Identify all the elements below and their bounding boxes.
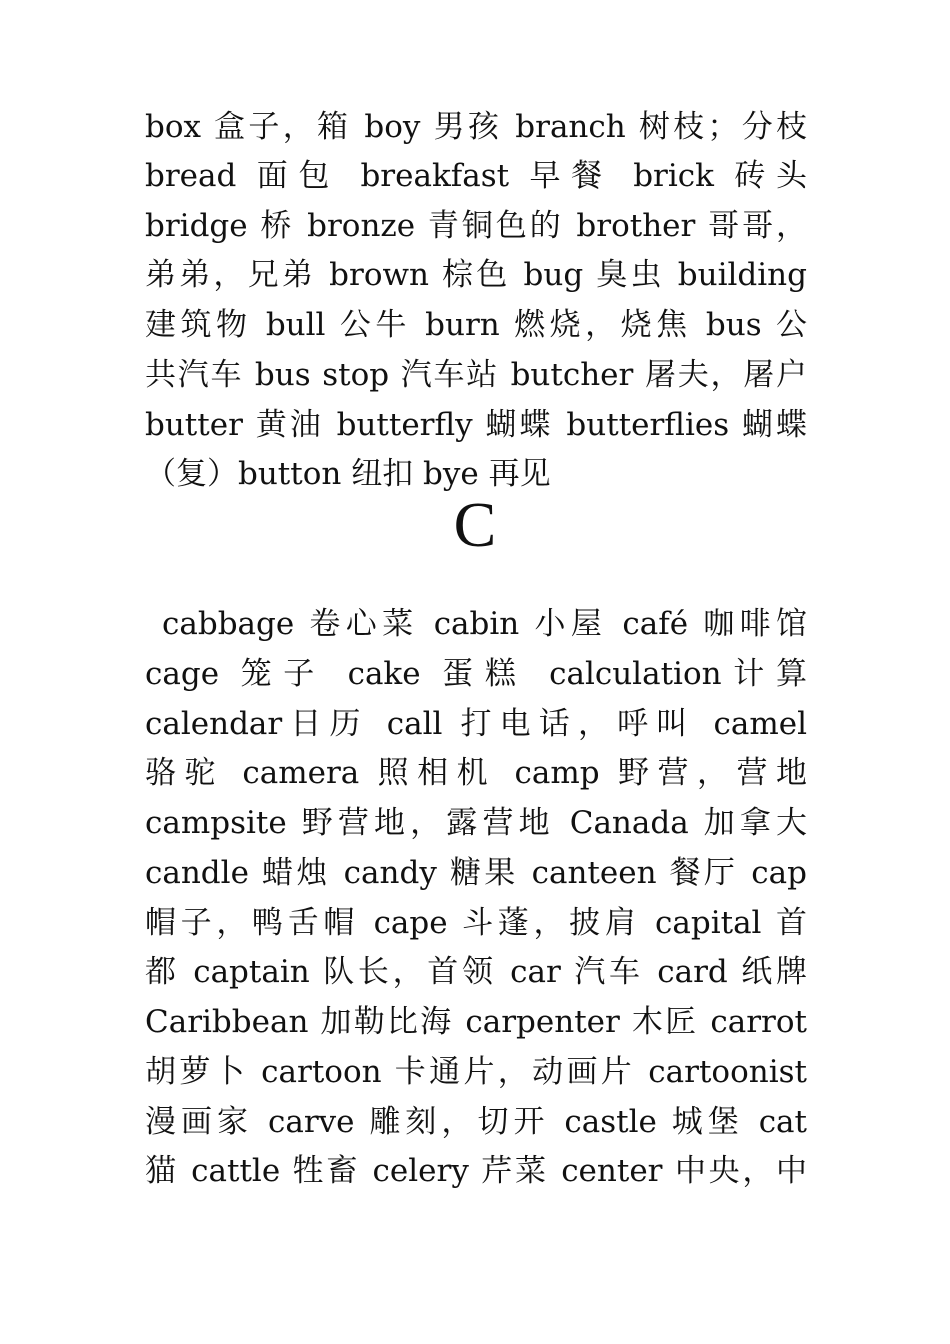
text-line: 骆驼 camera 照相机 camp 野营，营地 bbox=[145, 755, 807, 791]
text-line: 漫画家 carve 雕刻，切开 castle 城堡 cat bbox=[145, 1104, 807, 1140]
text-line: cage 笼子 cake 蛋糕 calculation计算 bbox=[145, 656, 807, 692]
text-line: 建筑物 bull 公牛 burn 燃烧，烧焦 bus 公 bbox=[145, 307, 807, 343]
text-line: candle 蜡烛 candy 糖果 canteen 餐厅 cap bbox=[145, 855, 807, 891]
text-line: campsite 野营地，露营地 Canada 加拿大 bbox=[145, 805, 807, 841]
text-line: Caribbean 加勒比海 carpenter 木匠 carrot bbox=[145, 1004, 807, 1040]
text-line: 猫 cattle 牲畜 celery 芹菜 center 中央，中 bbox=[145, 1153, 807, 1189]
text-line: 都 captain 队长，首领 car 汽车 card 纸牌 bbox=[145, 954, 807, 990]
text-line: bread 面包 breakfast 早餐 brick 砖头 bbox=[145, 158, 807, 194]
text-line: （复）button 纽扣 bye 再见 bbox=[145, 456, 551, 492]
text-line: box 盒子，箱 boy 男孩 branch 树枝；分枝 bbox=[145, 109, 807, 145]
text-line: calendar日历 call 打电话，呼叫 camel bbox=[145, 706, 807, 742]
text-line: 帽子，鸭舌帽 cape 斗蓬，披肩 capital 首 bbox=[145, 905, 807, 941]
text-line: butter 黄油 butterfly 蝴蝶 butterflies 蝴蝶 bbox=[145, 407, 807, 443]
text-line: bridge 桥 bronze 青铜色的 brother 哥哥， bbox=[145, 208, 807, 244]
text-line: cabbage 卷心菜 cabin 小屋 café 咖啡馆 bbox=[162, 606, 807, 642]
text-line: 弟弟，兄弟 brown 棕色 bug 臭虫 building bbox=[145, 257, 807, 293]
text-line: 共汽车 bus stop 汽车站 butcher 屠夫，屠户 bbox=[145, 357, 807, 393]
section-heading-c: C bbox=[453, 489, 497, 560]
text-line: 胡萝卜 cartoon 卡通片，动画片 cartoonist bbox=[145, 1054, 807, 1090]
